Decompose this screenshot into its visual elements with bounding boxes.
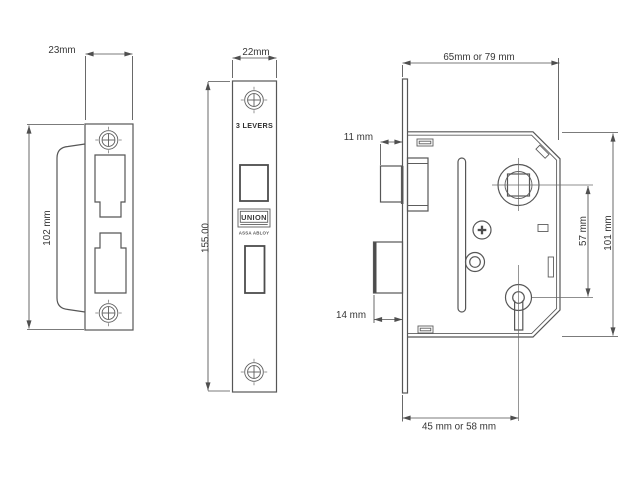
dim-bolt-projection [336, 295, 402, 323]
dim-spindle-to-key [578, 186, 589, 297]
faceplate-view [201, 47, 277, 392]
keep-box [57, 144, 85, 312]
dim-latch-projection [344, 132, 403, 165]
dim-bolt-projection-label: 14 mm [336, 310, 366, 321]
dim-faceplate-height-label: 155.00 [200, 223, 212, 253]
tab-right-lower [548, 257, 553, 277]
lock-body-view [336, 52, 618, 433]
dim-spindle-to-key-label: 57 mm [578, 216, 589, 246]
lock-case-inner [407, 135, 557, 333]
spring-bar [458, 158, 466, 312]
dim-case-depth-label: 65mm or 79 mm [443, 52, 515, 63]
dim-keep-width-label: 23mm [48, 45, 76, 56]
keep-screw-hole-top [95, 127, 121, 153]
union-logo [238, 209, 270, 227]
levers-label: 3 LEVERS [235, 121, 274, 130]
faceplate-screw-hole-top [241, 87, 267, 113]
keep-bolt-cutout [95, 233, 126, 293]
dim-backset-label: 45 mm or 58 mm [421, 421, 497, 433]
keep-view [27, 45, 133, 330]
dim-keep-height [27, 125, 84, 330]
dim-keep-width [48, 45, 132, 120]
tab-right-upper [538, 225, 548, 232]
faceplate-latch-cutout [240, 165, 268, 201]
keyhole [506, 265, 594, 421]
latch-bolt [381, 166, 403, 202]
latch-housing [408, 158, 429, 211]
dim-faceplate-width [233, 47, 277, 78]
dim-case-height [562, 133, 618, 337]
dim-faceplate-height [201, 82, 231, 392]
lock-faceplate [403, 79, 408, 393]
dim-case-depth [403, 52, 560, 140]
phillips-screw [473, 221, 491, 239]
dim-keep-height-label: 102 mm [42, 210, 53, 246]
keep-screw-hole-bottom [95, 300, 121, 326]
deadbolt [374, 242, 403, 293]
tab-chamfer [536, 145, 549, 158]
dim-backset [403, 395, 519, 433]
spindle-follower [492, 158, 593, 211]
tab-top-left [417, 139, 433, 146]
brand-label: UNION [241, 213, 267, 222]
dim-case-height-label: 101 mm [603, 215, 614, 251]
dim-faceplate-width-label: 22mm [242, 47, 270, 58]
faceplate-bolt-cutout [245, 246, 265, 293]
faceplate-screw-hole-bottom [241, 359, 267, 385]
keep-latch-cutout [95, 155, 125, 217]
dim-latch-projection-label: 11 mm [343, 132, 373, 143]
bush-hole [466, 253, 485, 272]
brand-sub-label: ASSA ABLOY [238, 230, 270, 236]
lock-case-outer [407, 132, 560, 337]
tab-bottom [418, 326, 433, 333]
